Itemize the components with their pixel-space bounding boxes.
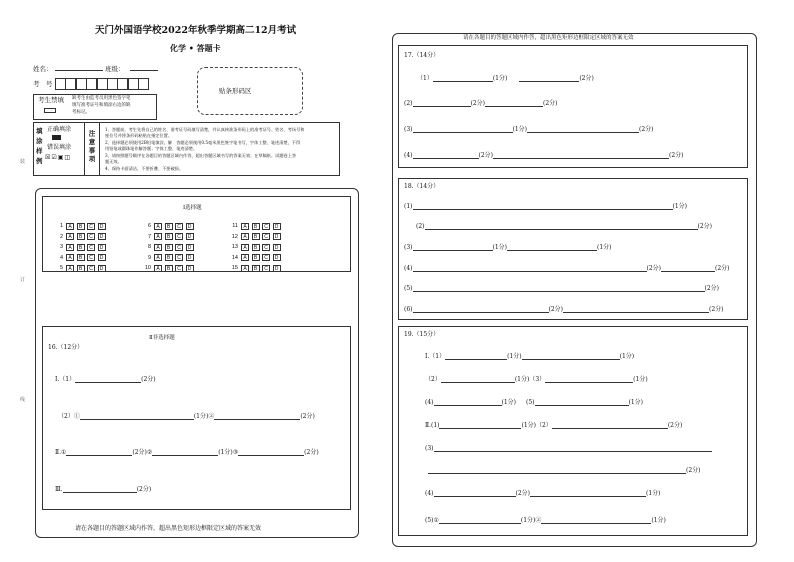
option-a[interactable]: A (241, 223, 249, 230)
option-d[interactable]: D (98, 254, 106, 261)
q19-answer-blank[interactable] (545, 377, 633, 383)
fill-example-char-3: 样 (36, 147, 43, 155)
question-number: 12 (231, 233, 238, 240)
option-c[interactable]: C (262, 265, 270, 272)
wrong-fill-label: 错误填涂 (47, 144, 72, 151)
q19-score: (2分) (667, 422, 683, 429)
mcq-column-2 (143, 221, 196, 274)
option-a[interactable]: A (66, 233, 74, 240)
q17-score: (1分) (512, 126, 527, 133)
exam-id-label: 考 号 (33, 80, 53, 88)
option-c[interactable]: C (262, 223, 270, 230)
name-field[interactable] (55, 65, 103, 71)
q18-score: (1分) (492, 244, 507, 251)
q16-part-4-label: Ⅲ. (55, 486, 63, 493)
option-b[interactable]: B (252, 265, 260, 272)
q16-score: (2分)② (132, 449, 153, 456)
question-number: 5 (59, 265, 63, 272)
q19-label: Ⅰ.（1） (425, 353, 446, 360)
fill-example-char-1: 填 (36, 127, 43, 135)
option-c[interactable]: C (262, 233, 270, 240)
q18-answer-blank[interactable] (661, 266, 715, 272)
q18-score: (1分) (672, 203, 687, 210)
option-a[interactable]: A (241, 233, 249, 240)
page-subtitle: 化学 • 答题卡 (170, 43, 221, 53)
q19-score: (1分)（3） (514, 376, 546, 383)
q17-score: (1分) (492, 75, 508, 82)
q18-line-5 (404, 286, 719, 292)
q19-label: (5)① (425, 517, 439, 524)
q17-answer-blank[interactable] (485, 101, 543, 107)
correct-fill-sample (52, 135, 61, 140)
note-line: 题无效。 (105, 159, 122, 164)
option-d[interactable]: D (98, 233, 106, 240)
option-c[interactable]: C (175, 254, 183, 261)
q18-line-3 (404, 245, 612, 251)
q16-part-1-label: Ⅰ.（1） (55, 376, 76, 383)
q19-score: (1分) (619, 353, 635, 360)
q19-answer-blank[interactable] (439, 423, 521, 429)
option-d[interactable]: D (186, 265, 194, 272)
q17-score: (2分) (478, 152, 493, 159)
note-line: 1、答题前，考生先将自己的姓名、准考证号码填写清楚，并认真核准条形码上的准考证号、姓名、考场号和 (105, 127, 305, 132)
binding-mark-3: 线 (20, 397, 26, 403)
footer-note-right: 请在各题目的答题区域内作答，超出黑色矩形边框限定区域的答案无效 (463, 35, 634, 41)
option-a[interactable]: A (241, 254, 249, 261)
option-c[interactable]: C (87, 265, 95, 272)
q19-line-8 (425, 518, 666, 524)
q19-answer-blank[interactable] (445, 354, 507, 360)
q16-line-1 (55, 377, 156, 383)
option-b[interactable]: B (77, 244, 85, 251)
option-d[interactable]: D (273, 254, 281, 261)
option-a[interactable]: A (66, 244, 74, 251)
q18-answer-blank[interactable] (413, 307, 549, 313)
question-number: 2 (59, 233, 63, 240)
q17-score: (2分) (470, 100, 485, 107)
q18-answer-blank[interactable] (413, 204, 673, 210)
q18-label: (5) (404, 285, 413, 292)
option-b[interactable]: B (165, 244, 173, 251)
q19-score: (1分)（2） (521, 422, 552, 429)
option-b[interactable]: B (77, 265, 85, 272)
q18-score: (1分) (597, 244, 612, 251)
q19-answer-blank[interactable] (439, 518, 521, 524)
q18-answer-blank[interactable] (413, 245, 493, 251)
option-b[interactable]: B (165, 265, 173, 272)
absent-mark[interactable] (44, 108, 56, 113)
footer-note-left: 请在各题目的答题区域内作答，超出黑色矩形边框限定区域的答案无效 (75, 525, 262, 532)
q17-score: (2分) (579, 75, 594, 82)
q16-score: (2分) (136, 486, 152, 493)
q16-answer-blank[interactable] (75, 377, 141, 383)
question-number: 7 (147, 233, 151, 240)
option-a[interactable]: A (241, 244, 249, 251)
option-b[interactable]: B (252, 223, 260, 230)
q18-answer-blank[interactable] (507, 245, 597, 251)
q18-score: (2分) (715, 265, 730, 272)
q17-answer-blank[interactable] (413, 127, 513, 133)
q16-part-2-label: （2）① (58, 413, 80, 420)
q19-label: （2） (425, 376, 441, 383)
question-number: 9 (147, 254, 151, 261)
q19-score: (1分) (501, 399, 516, 406)
q17-answer-blank[interactable] (519, 76, 579, 82)
option-c[interactable]: C (262, 244, 270, 251)
binding-mark-1: 装 (20, 159, 26, 165)
q19-score: (1分) (646, 490, 661, 497)
option-c[interactable]: C (87, 254, 95, 261)
note-line: 4、保持卡面清洁，不要折叠、不要破损。 (105, 166, 184, 171)
fill-example-divider (84, 122, 85, 176)
q18-line-1 (404, 204, 687, 210)
option-a[interactable]: A (154, 254, 162, 261)
note-line: 3、请按照题号顺序在各题目的答题区域内作答，超出答题区域书写的答案无效；在草稿纸、试题卷上答 (105, 153, 297, 158)
banned-text-3: 考标记。 (72, 110, 90, 115)
q18-score: (2分) (646, 265, 661, 272)
option-c[interactable]: C (262, 254, 270, 261)
q17-label: (3) (404, 126, 413, 133)
option-d[interactable]: D (98, 223, 106, 230)
option-b[interactable]: B (165, 233, 173, 240)
q19-label: (5) (526, 399, 535, 406)
notes-divider (99, 122, 100, 176)
q16-part-3-label: Ⅱ.① (55, 449, 67, 456)
correct-fill-label: 正确填涂 (47, 126, 72, 133)
q18-heading: 18.（14分） (404, 183, 440, 190)
q19-label: (3) (425, 445, 434, 452)
note-line: 座位号并将条形码粘贴在指定位置。 (105, 133, 173, 138)
question-number: 15 (231, 265, 238, 272)
q19-score: (1分) (633, 376, 648, 383)
q18-score: (2分) (548, 306, 563, 313)
option-c[interactable]: C (87, 233, 95, 240)
q17-line-3 (404, 127, 654, 133)
q16-answer-blank[interactable] (238, 450, 304, 456)
option-b[interactable]: B (252, 254, 260, 261)
q19-answer-blank[interactable] (541, 518, 651, 524)
q17-answer-blank[interactable] (493, 153, 669, 159)
class-label: 班级： (105, 65, 125, 73)
q19-label: (4) (425, 490, 434, 497)
option-a[interactable]: A (154, 233, 162, 240)
binding-mark-2: 订 (20, 277, 26, 283)
q16-answer-blank[interactable] (80, 414, 194, 420)
note-line: 2、选择题必须使用2B铅笔填涂，解 答题必须使用0.5毫米黑色签字笔书写，字体工整、笔迹清楚，不得 (105, 140, 301, 145)
notes-title: 注意事项 (87, 130, 96, 164)
q19-answer-blank[interactable] (434, 400, 502, 406)
option-d[interactable]: D (98, 265, 106, 272)
option-d[interactable]: D (273, 244, 281, 251)
option-a[interactable]: A (66, 223, 74, 230)
q16-line-4 (55, 487, 151, 493)
q19-answer-blank[interactable] (552, 423, 668, 429)
option-b[interactable]: B (77, 223, 85, 230)
q18-score: (2分) (709, 306, 724, 313)
question-number: 10 (144, 265, 151, 272)
q17-line-2 (404, 101, 558, 107)
option-d[interactable]: D (186, 223, 194, 230)
q18-line-2 (416, 224, 712, 230)
question-number: 1 (59, 223, 63, 230)
q19-line-3 (425, 400, 643, 406)
q19-line-7 (425, 491, 661, 497)
option-c[interactable]: C (87, 223, 95, 230)
q16-score: (2分) (141, 376, 156, 383)
option-d[interactable]: D (273, 233, 281, 240)
q17-answer-blank[interactable] (433, 76, 493, 82)
exam-id-boxes[interactable] (55, 75, 149, 94)
q19-score: (1分)② (520, 517, 542, 524)
q17-label: (2) (404, 100, 413, 107)
banned-text-1: 缺考生由监考员用黑色签字笔 (72, 96, 131, 101)
mcq-title: Ⅰ选择题 (183, 205, 202, 211)
option-c[interactable]: C (175, 233, 183, 240)
q19-line-2 (425, 377, 648, 383)
q18-label: (4) (404, 265, 413, 272)
option-d[interactable]: D (98, 244, 106, 251)
question-number: 14 (231, 254, 238, 261)
q19-score: (2分) (686, 467, 701, 474)
class-field[interactable] (130, 65, 158, 71)
page-title: 天门外国语学校2022年秋季学期高二12月考试 (95, 25, 297, 36)
banned-label: 考生禁填 (38, 96, 64, 104)
option-d[interactable]: D (273, 223, 281, 230)
question-number: 4 (59, 254, 63, 261)
q19-score: (1分) (651, 517, 666, 524)
q18-label: (3) (404, 244, 413, 251)
wrong-fill-samples: ☒☑▣◫ (45, 154, 72, 161)
q16-answer-blank[interactable] (214, 414, 300, 420)
q18-label: (6) (404, 306, 413, 313)
option-d[interactable]: D (186, 233, 194, 240)
name-label: 姓名： (33, 65, 53, 73)
q16-score: (1分)② (193, 413, 215, 420)
q16-line-3 (55, 450, 319, 456)
q19-score: (2分) (515, 490, 530, 497)
option-b[interactable]: B (165, 254, 173, 261)
nonmcq-title: Ⅱ非选择题 (149, 335, 175, 341)
barcode-label: 贴条形码区 (219, 87, 252, 95)
option-a[interactable]: A (154, 223, 162, 230)
option-b[interactable]: B (77, 233, 85, 240)
q16-answer-blank[interactable] (152, 450, 218, 456)
option-b[interactable]: B (252, 244, 260, 251)
q19-score: (1分) (628, 399, 643, 406)
option-c[interactable]: C (175, 223, 183, 230)
question-number: 11 (232, 223, 238, 230)
q19-label: (4) (425, 399, 434, 406)
option-d[interactable]: D (186, 254, 194, 261)
q19-label: Ⅱ.(1) (425, 422, 440, 429)
q19-answer-blank[interactable] (441, 377, 515, 383)
q19-line-4 (425, 423, 682, 429)
fill-example-char-2: 涂 (36, 137, 43, 145)
q19-answer-blank[interactable] (428, 468, 686, 474)
option-c[interactable]: C (175, 244, 183, 251)
question-number: 6 (147, 223, 151, 230)
q17-score: (2分) (669, 152, 684, 159)
q16-line-2 (58, 414, 315, 420)
q19-score: (1分) (507, 353, 522, 360)
q17-line-4 (404, 153, 684, 159)
option-a[interactable]: A (154, 244, 162, 251)
q17-score: (2分) (543, 100, 558, 107)
q17-line-1 (417, 76, 594, 82)
q18-answer-blank[interactable] (413, 266, 647, 272)
q17-label: (4) (404, 152, 413, 159)
q19-line-5 (425, 446, 712, 452)
option-a[interactable]: A (241, 265, 249, 272)
q19-answer-blank[interactable] (522, 354, 620, 360)
q18-score: (2分) (704, 285, 719, 292)
q16-answer-blank[interactable] (63, 487, 137, 493)
option-d[interactable]: D (186, 244, 194, 251)
q18-line-4 (404, 266, 730, 272)
option-b[interactable]: B (165, 223, 173, 230)
fill-example-char-4: 例 (36, 157, 43, 165)
q17-answer-blank[interactable] (413, 153, 479, 159)
option-c[interactable]: C (175, 265, 183, 272)
option-c[interactable]: C (87, 244, 95, 251)
q18-score: (2分) (697, 223, 712, 230)
option-b[interactable]: B (252, 233, 260, 240)
note-line: 用铅笔或圆珠笔作解答题；字体工整、笔迹清楚。 (105, 146, 198, 151)
option-b[interactable]: B (77, 254, 85, 261)
mcq-column-1 (55, 221, 108, 274)
q16-score: (1分)③ (218, 449, 239, 456)
q19-line-6 (428, 468, 701, 474)
option-a[interactable]: A (66, 254, 74, 261)
q16-score: (2分) (304, 449, 319, 456)
q18-line-6 (404, 307, 724, 313)
mcq-column-3 (230, 221, 283, 274)
q17-score: (2分) (639, 126, 654, 133)
q19-heading: 19.（15分） (404, 331, 440, 338)
option-a[interactable]: A (66, 265, 74, 272)
q19-answer-blank[interactable] (530, 491, 646, 497)
option-d[interactable]: D (273, 265, 281, 272)
q16-heading: 16.（12分） (48, 344, 84, 351)
q19-line-1 (425, 354, 634, 360)
q18-label: (2) (416, 223, 425, 230)
q17-heading: 17.（14分） (404, 52, 440, 59)
q19-answer-blank[interactable] (434, 446, 712, 452)
q17-answer-blank[interactable] (413, 101, 471, 107)
q19-answer-blank[interactable] (434, 491, 516, 497)
q18-answer-blank[interactable] (425, 224, 698, 230)
banned-text-2: 填写准考证号和填涂右边的缺 (72, 103, 131, 108)
question-number: 8 (147, 244, 151, 251)
question-number: 3 (59, 244, 63, 251)
option-a[interactable]: A (154, 265, 162, 272)
q18-answer-blank[interactable] (413, 286, 705, 292)
question-number: 13 (231, 244, 238, 251)
q17-answer-blank[interactable] (527, 127, 639, 133)
q17-label: （1） (417, 75, 433, 82)
q16-score: (2分) (300, 413, 315, 420)
q19-answer-blank[interactable] (535, 400, 629, 406)
q18-label: (1) (404, 203, 413, 210)
q16-answer-blank[interactable] (66, 450, 132, 456)
q18-answer-blank[interactable] (563, 307, 709, 313)
